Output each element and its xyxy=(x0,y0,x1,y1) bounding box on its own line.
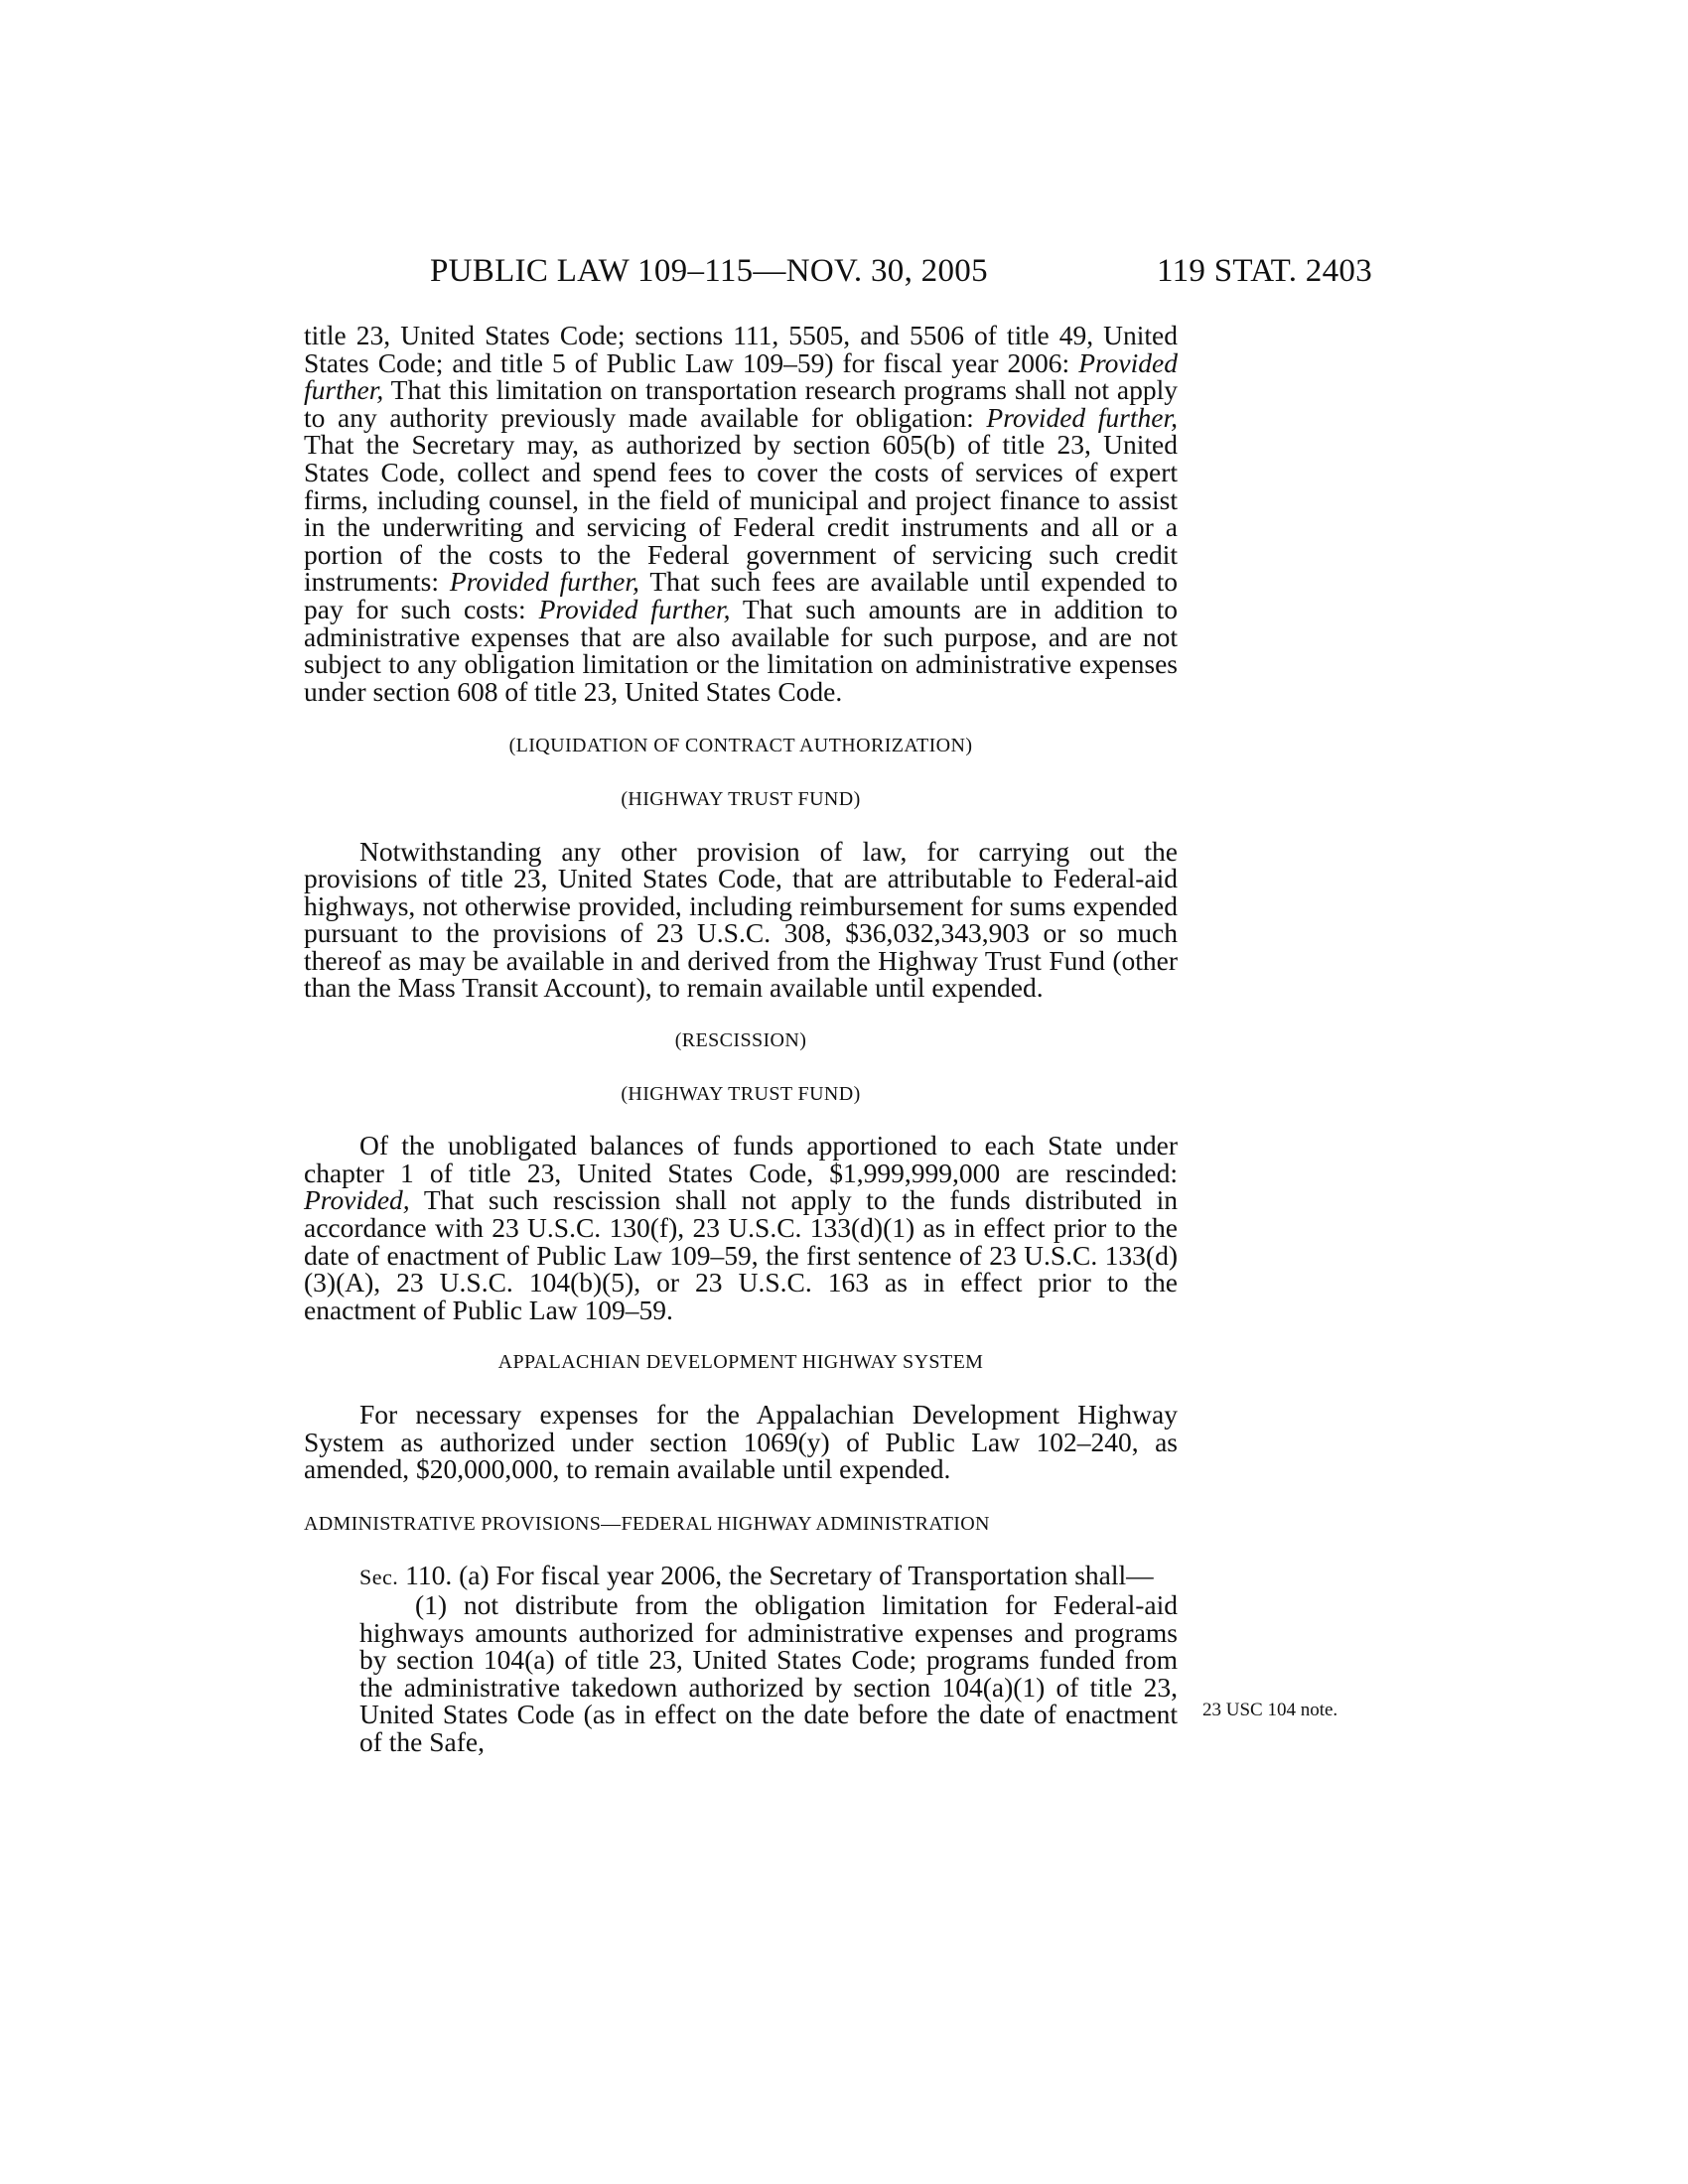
section-110: Sec. 110. (a) For fiscal year 2006, the Secretary of Transportation shall— xyxy=(359,1560,1154,1591)
paragraph-liquidation: Notwithstanding any other provision of law, for carrying out the provisions of title 23, United States Code, that are attributable to Federal-aid highways, not otherwise provided, including reimbursement for sums expended pursuant to the provisions of 23 U.S.C. 308, $36,032,343,903 or so much thereof as may be available in and derived from the Highway Trust Fund (other than the Mass Transit Account), to remain available until expended. xyxy=(304,835,1178,1004)
heading-highway-trust-fund-2: (HIGHWAY TRUST FUND) xyxy=(621,1082,861,1105)
heading-rescission: (RESCISSION) xyxy=(674,1029,807,1052)
margin-note-usc: 23 USC 104 note. xyxy=(1202,1700,1338,1720)
heading-administrative-provisions: ADMINISTRATIVE PROVISIONS—FEDERAL HIGHWAY ADMINISTRATION xyxy=(304,1512,990,1535)
document-body xyxy=(304,322,1178,1756)
paragraph-transportation-research: title 23, United States Code; sections 111, 5505, and 5506 of title 49, United States Code; and title 5 of Public Law 109–59) for fiscal year 2006: Provided further, That this limitation on transportation research programs shall not apply to any authority previously made available for obligation: Provided further, That the Secretary may, as authorized by section 605(b) of title 23, United States Code, collect and spend fees to cover the costs of services of expert firms, including counsel, in the field of municipal and project finance to assist in the underwriting and servicing of Federal credit instruments and all or a portion of the costs to the Federal government of servicing such credit instruments: Provided further, That such fees are available until expended to pay for such costs: Provided further, That such amounts are in addition to administrative expenses that are also available for such purpose, and are not subject to any obligation limitation or the limitation on administrative expenses under section 608 of title 23, United States Code. xyxy=(304,320,1179,707)
heading-appalachian: APPALACHIAN DEVELOPMENT HIGHWAY SYSTEM xyxy=(497,1351,984,1374)
paragraph-appalachian: For necessary expenses for the Appalachian Development Highway System as authorized under section 1069(y) of Public Law 102–240, as amended, $20,000,000, to remain available until expended. xyxy=(304,1399,1178,1485)
heading-liquidation: (LIQUIDATION OF CONTRACT AUTHORIZATION) xyxy=(508,735,973,757)
paragraph-rescission: Of the unobligated balances of funds apportioned to each State under chapter 1 of title 23, United States Code, $1,999,999,000 are rescinded: Provided, That such rescission shall not apply to the funds distributed in accordance with 23 U.S.C. 130(f), 23 U.S.C. 133(d)(1) as in effect prior to the date of enactment of Public Law 109–59, the first sentence of 23 U.S.C. 133(d)(3)(A), 23 U.S.C. 104(b)(5), or 23 U.S.C. 163 as in effect prior to the enactment of Public Law 109–59. xyxy=(304,1130,1178,1325)
running-header: PUBLIC LAW 109–115—NOV. 30, 2005 xyxy=(430,253,988,289)
heading-highway-trust-fund: (HIGHWAY TRUST FUND) xyxy=(621,787,861,810)
section-110-item-1: (1) not distribute from the obligation limitation for Federal-aid highways amounts authorized for administrative expenses and programs by section 104(a) of title 23, United States Code; programs funded from the administrative takedown authorized by section 104(a)(1) of title 23, United States Code (as in effect on the date before the date of enactment of the Safe, xyxy=(359,1588,1178,1757)
statute-page-number: 119 STAT. 2403 xyxy=(1157,253,1372,289)
sec-label: Sec. xyxy=(359,1565,399,1590)
